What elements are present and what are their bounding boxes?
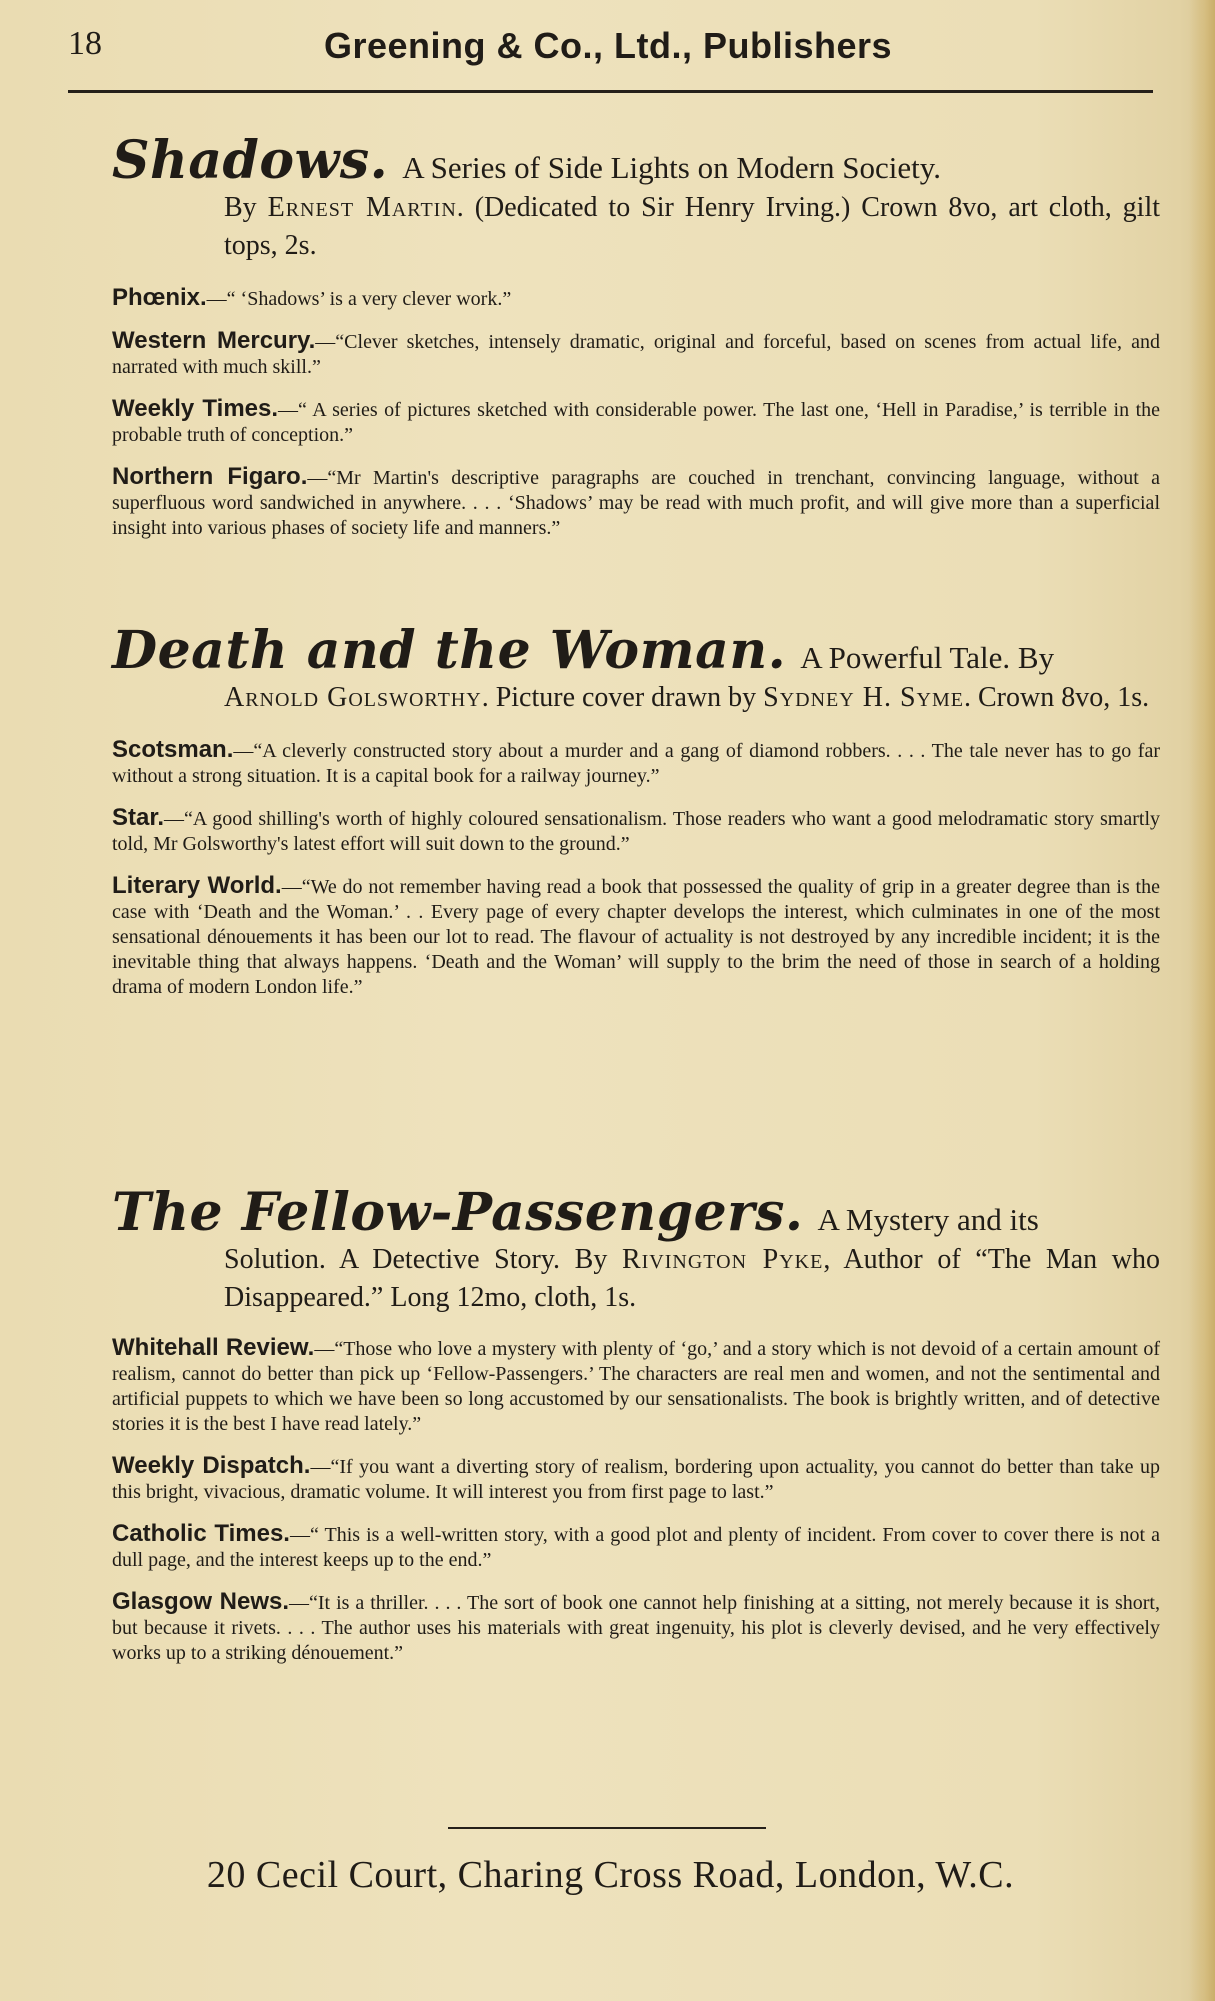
book-details-text: . (Dedicated to Sir Henry Irving.) Crown 8vo, art cloth, gilt tops, 2s. (224, 192, 1161, 261)
page-number: 18 (68, 25, 102, 62)
review-source: Phœnix. (112, 284, 207, 311)
book-details-text: , Author of “The Man who Disappeared.” Long 12mo, cloth, 1s. (224, 1244, 1161, 1313)
review-text: —“If you want a diverting story of realism, bordering upon actuality, you cannot do better than take up this bright, vivacious, dramatic volume. It will interest you from first page to last.” (112, 1456, 1160, 1503)
book-entry-fellow-passengers (112, 1182, 1161, 1666)
book-details (112, 679, 1160, 717)
review-source: Catholic Times. (112, 1520, 290, 1547)
review-source: Star. (112, 804, 165, 831)
book-details-text: . Picture cover drawn by (481, 682, 757, 713)
book-subtitle: A Mystery and its (817, 1202, 1039, 1237)
review (112, 328, 1160, 380)
review-source: Glasgow News. (112, 1588, 290, 1615)
book-details (112, 1241, 1160, 1317)
review-text: —“Those who love a mystery with plenty of ‘go,’ and a story which is not devoid of a certain amount of realism, cannot do better than pick up ‘Fellow-Passengers.’ The characters are real men and women, and not the sentimental and artificial puppets to which we have been so long accustomed by our sensationalists. The book is brightly written, and of detective stories it is the best I have read lately.” (112, 1338, 1160, 1435)
publisher-address: 20 Cecil Court, Charing Cross Road, London, W.C. (206, 1854, 1015, 1896)
book-heading (112, 620, 1160, 717)
review-text: —“A cleverly constructed story about a murder and a gang of diamond robbers. . . . The tale never has to go far without a strong situation. It is a capital book for a railway journey.” (112, 740, 1160, 787)
book-subtitle: A Powerful Tale. By (800, 640, 1055, 675)
author-name: Rivington Pyke (621, 1244, 824, 1275)
author-name: Arnold Golsworthy (224, 682, 482, 713)
review-source: Literary World. (112, 872, 282, 899)
review (112, 805, 1160, 857)
page-header (68, 22, 1153, 72)
review-source: Whitehall Review. (112, 1334, 315, 1361)
book-subtitle: A Series of Side Lights on Modern Society. (402, 150, 941, 185)
review-text: —“It is a thriller. . . . The sort of book one cannot help finishing at a sitting, not merely because it is short, but because it rivets. . . . The author uses his materials with great ingenuity, his plot is cleverly devised, and he very effectively works up to a striking dénouement.” (112, 1592, 1160, 1664)
review (112, 1453, 1160, 1505)
review (112, 873, 1160, 1000)
review-text: —“We do not remember having read a book that possessed the quality of grip in a greater degree than is the case with ‘Death and the Woman.’ . . Every page of every chapter develops the interest, which culminates in one of the most sensational dénouements it has been our lot to read. The flavour of actuality is not destroyed by any incredible incident; it is the inevitable thing that always happens. ‘Death and the Woman’ will supply to the brim the need of those in search of a holding drama of modern London life.” (112, 876, 1160, 998)
review-source: Northern Figaro. (112, 463, 308, 490)
review (112, 396, 1160, 448)
footer-rule (448, 1827, 766, 1829)
review-text: —“Clever sketches, intensely dramatic, original and forceful, based on scenes from actual life, and narrated with much skill.” (112, 331, 1160, 378)
book-details (112, 189, 1160, 265)
review (112, 1521, 1160, 1573)
book-title: Shadows. (112, 130, 389, 191)
book-entry-death-and-the-woman (112, 620, 1160, 1000)
review-source: Western Mercury. (112, 327, 316, 354)
book-title: Death and the Woman. (112, 620, 787, 681)
author-name: Ernest Martin (267, 192, 457, 223)
review (112, 464, 1160, 541)
review (112, 1589, 1160, 1666)
review (112, 1335, 1160, 1437)
header-rule (68, 90, 1153, 93)
book-heading (112, 130, 1161, 265)
by-label: By (224, 192, 257, 223)
review-text: —“A good shilling's worth of highly coloured sensationalism. Those readers who want a good melodramatic story smartly told, Mr Golsworthy's latest effort will suit down to the ground.” (112, 808, 1160, 855)
review (112, 737, 1160, 789)
page-edge-shadow (1189, 0, 1215, 2001)
review-source: Weekly Dispatch. (112, 1452, 311, 1479)
review-text: —“ This is a well-written story, with a good plot and plenty of incident. From cover to cover there is not a dull page, and the interest keeps up to the end.” (112, 1524, 1160, 1571)
book-heading (112, 1182, 1161, 1317)
review-source: Scotsman. (112, 736, 234, 763)
book-details-text: . Crown 8vo, 1s. (963, 682, 1150, 713)
review-text: —“Mr Martin's descriptive paragraphs are couched in trenchant, convincing language, without a superfluous word sandwiched in anywhere. . . . ‘Shadows’ may be read with much profit, and will give more than a superficial insight into various phases of society life and manners.” (112, 467, 1160, 539)
review-text: —“ ‘Shadows’ is a very clever work.” (206, 288, 512, 310)
book-details-text: Solution. A Detective Story. By (224, 1244, 608, 1275)
review-text: —“ A series of pictures sketched with considerable power. The last one, ‘Hell in Paradise,’ is terrible in the probable truth of conception.” (112, 399, 1160, 446)
running-head: Greening & Co., Ltd., Publishers (323, 25, 893, 66)
review (112, 285, 1160, 312)
review-source: Weekly Times. (112, 395, 279, 422)
illustrator-name: Sydney H. Syme (763, 682, 964, 713)
book-title: The Fellow-Passengers. (112, 1182, 804, 1243)
book-entry-shadows (112, 130, 1161, 541)
